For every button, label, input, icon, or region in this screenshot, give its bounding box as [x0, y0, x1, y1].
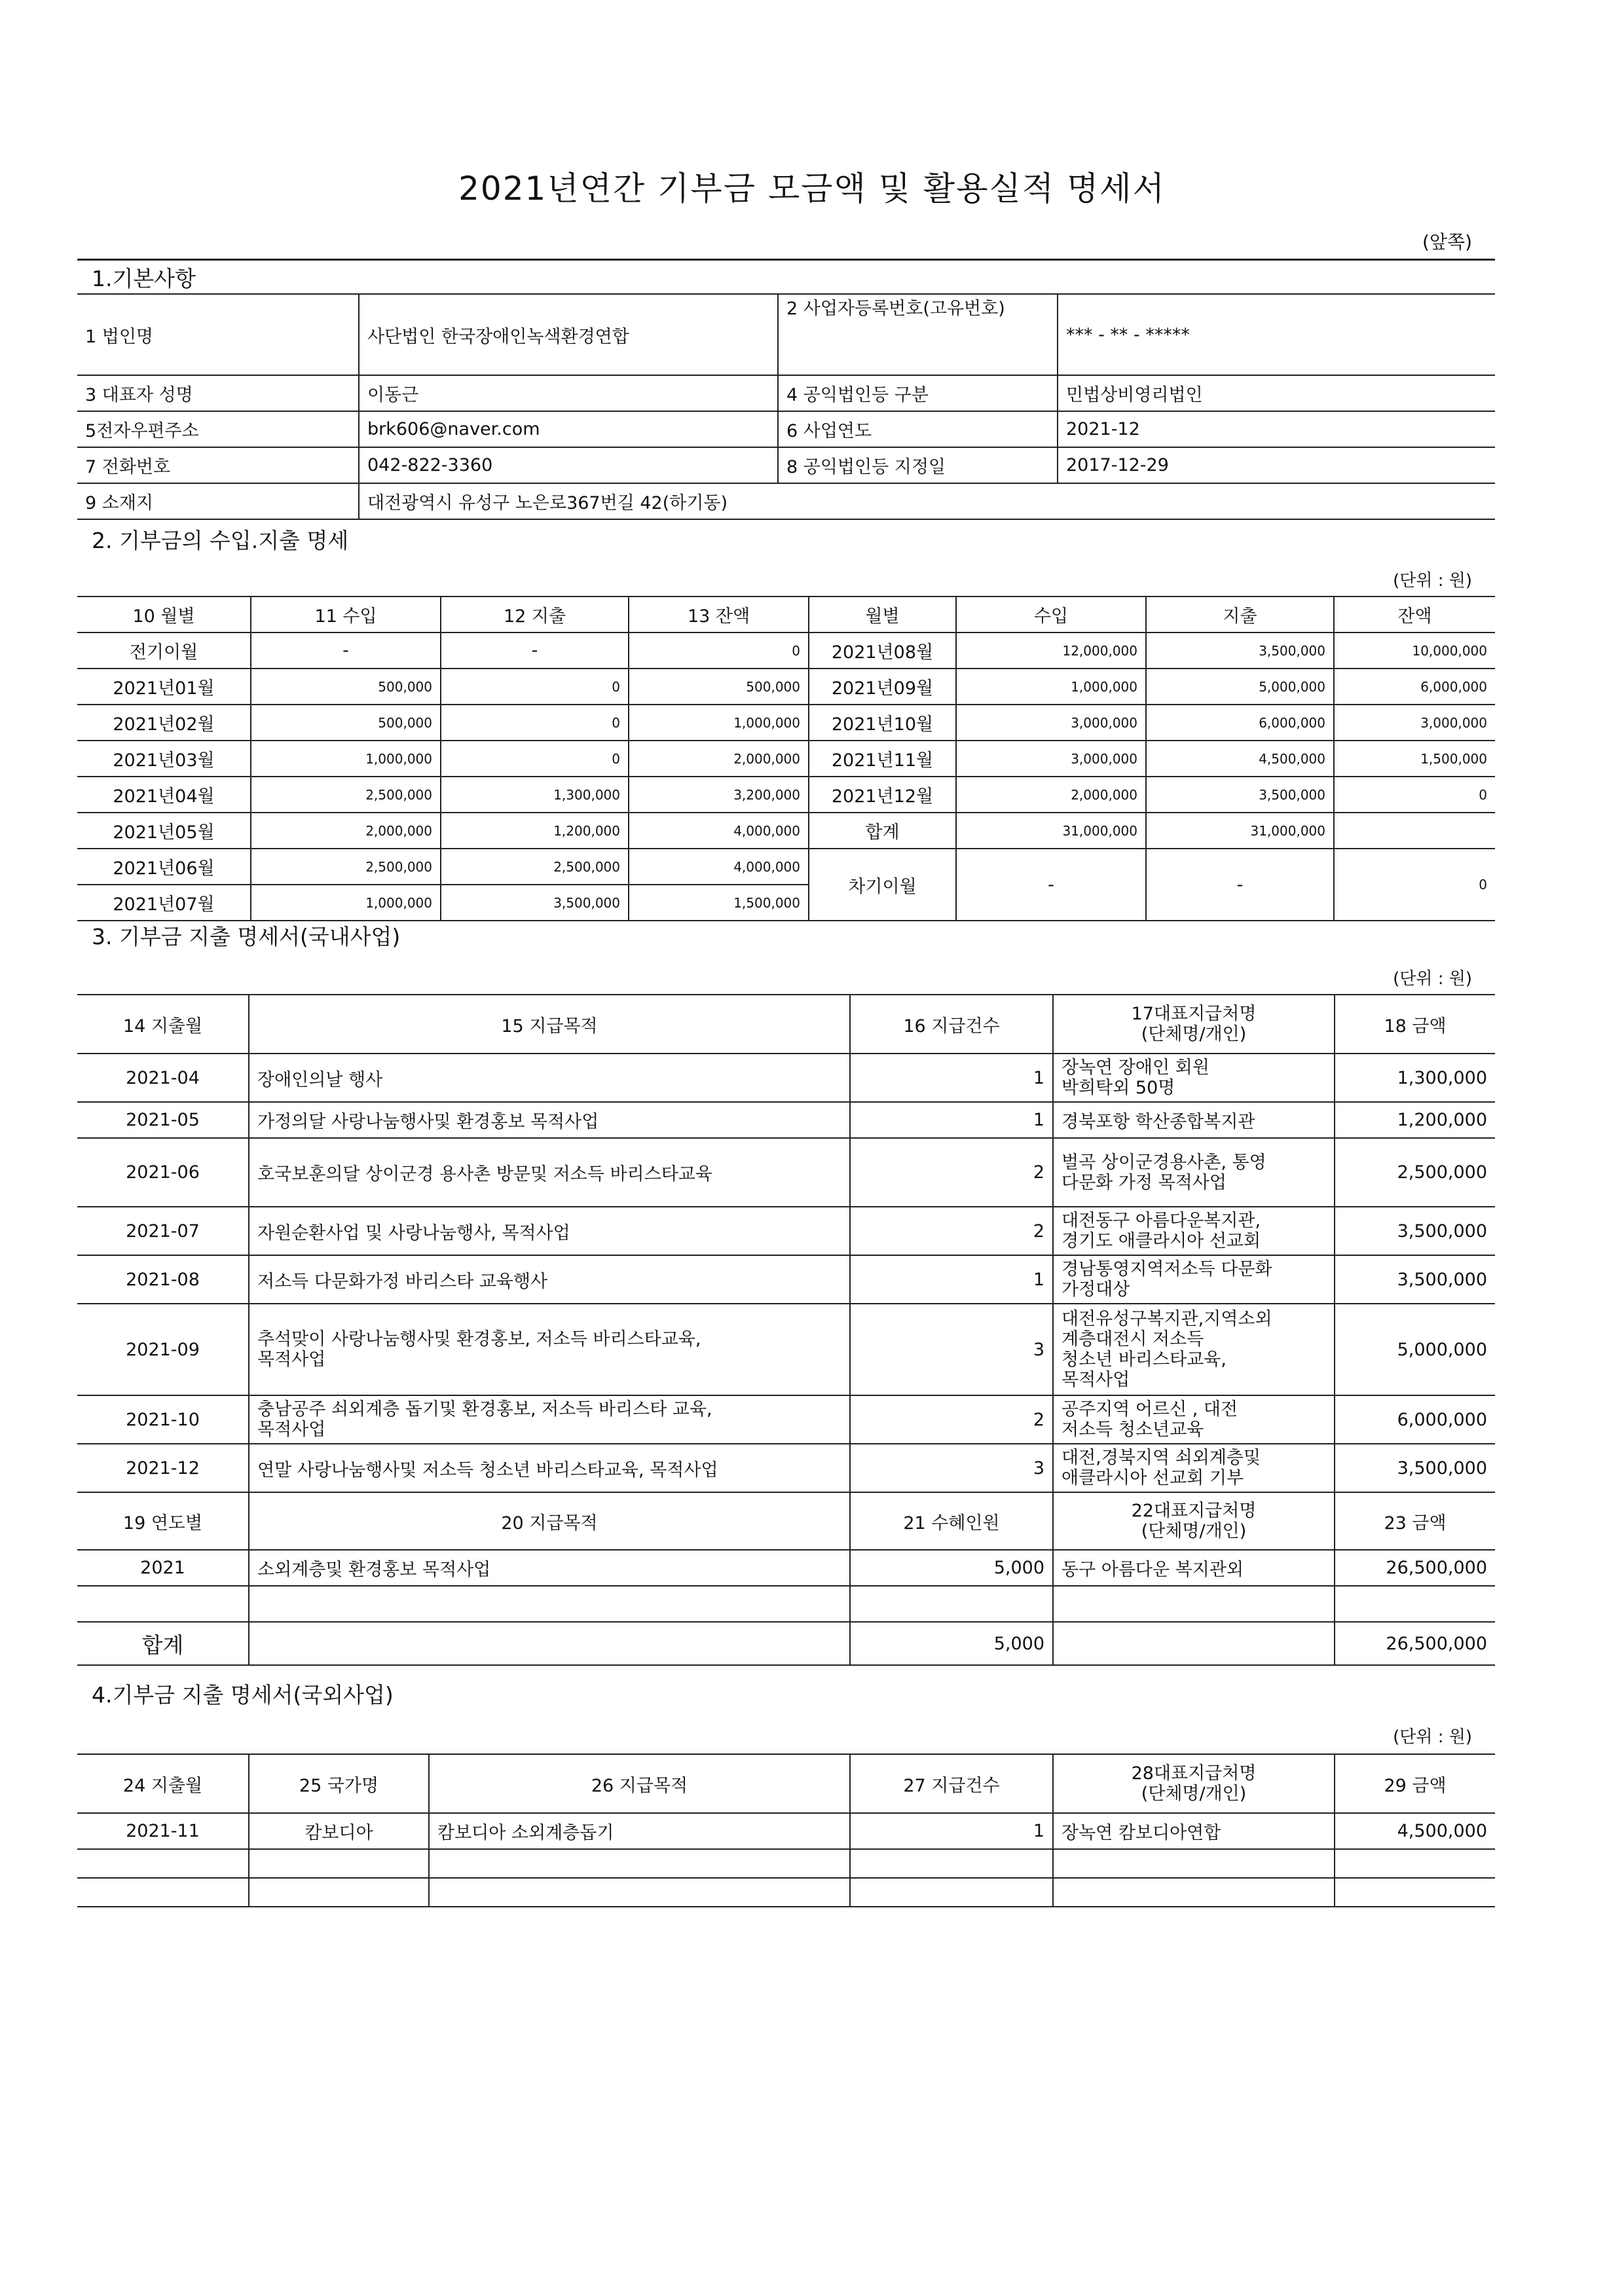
- purpose-cell: 자원순환사업 및 사랑나눔행사, 목적사업: [249, 1207, 850, 1255]
- foreign-expense-table: [77, 1753, 1495, 1907]
- table-row: [77, 1586, 1495, 1622]
- table-row: [77, 375, 1495, 411]
- recipient-cell: [1053, 1586, 1335, 1622]
- column-header: 28대표지급처명 (단체명/개인): [1053, 1754, 1335, 1813]
- column-header: 25 국가명: [249, 1754, 429, 1813]
- table-row: [77, 1054, 1495, 1102]
- value-address: 대전광역시 유성구 노은로367번길 42(하기동): [359, 483, 1495, 519]
- count-cell: 2: [850, 1138, 1053, 1207]
- count-cell: 1: [850, 1054, 1053, 1102]
- income-cell: 2,000,000: [956, 777, 1146, 813]
- count-cell: 3: [850, 1304, 1053, 1395]
- expense-cell: 6,000,000: [1146, 705, 1334, 741]
- document-title: 2021년연간 기부금 모금액 및 활용실적 명세서: [458, 170, 1166, 208]
- carryover-expense-cell: -: [1146, 849, 1334, 921]
- purpose-cell: [429, 1878, 850, 1907]
- country-cell: 캄보디아: [249, 1813, 429, 1849]
- month-cell: 2021년12월: [809, 777, 956, 813]
- unit-label: (단위 : 원): [1393, 1727, 1472, 1747]
- recipient-cell: 대전유성구복지관,지역소외 계층대전시 저소득 청소년 바리스타교육, 목적사업: [1053, 1304, 1335, 1395]
- amount-cell: 6,000,000: [1335, 1395, 1495, 1444]
- year-cell: 2021: [77, 1550, 249, 1586]
- month-cell: [77, 1849, 249, 1878]
- section-income-heading: 2. 기부금의 수입.지출 명세: [92, 528, 349, 553]
- month-cell: 2021-06: [77, 1138, 249, 1207]
- column-header: 23 금액: [1335, 1492, 1495, 1550]
- column-header: 19 연도별: [77, 1492, 249, 1550]
- income-cell: 2,500,000: [251, 777, 441, 813]
- balance-cell: 3,200,000: [629, 777, 809, 813]
- table-row: [77, 813, 1495, 849]
- balance-cell: 0: [1334, 777, 1495, 813]
- table-row: [77, 777, 1495, 813]
- table-row: [77, 1207, 1495, 1255]
- recipient-cell: 동구 아름다운 복지관외: [1053, 1550, 1335, 1586]
- income-cell: 500,000: [251, 705, 441, 741]
- table-row: [77, 1878, 1495, 1907]
- table-row: [77, 1444, 1495, 1492]
- recipient-cell: [1053, 1622, 1335, 1665]
- label-phone: 7 전화번호: [77, 447, 359, 483]
- recipient-cell: 벌곡 상이군경용사촌, 통영 다문화 가정 목적사업: [1053, 1138, 1335, 1207]
- table-row: [77, 849, 1495, 885]
- value-business-year: 2021-12: [1058, 411, 1495, 447]
- table-row: [77, 1255, 1495, 1304]
- table-row: [77, 1813, 1495, 1849]
- recipient-cell: 대전동구 아름다운복지관, 경기도 애클라시아 선교회: [1053, 1207, 1335, 1255]
- column-header: 월별: [809, 597, 956, 633]
- purpose-cell: 연말 사랑나눔행사및 저소득 청소년 바리스타교육, 목적사업: [249, 1444, 850, 1492]
- expense-cell: 3,500,000: [1146, 633, 1334, 669]
- expense-cell: 0: [441, 741, 629, 777]
- carryover-income-cell: -: [956, 849, 1146, 921]
- expense-cell: -: [441, 633, 629, 669]
- income-cell: 2,500,000: [251, 849, 441, 885]
- total-label-cell: 합계: [809, 813, 956, 849]
- balance-cell: 1,000,000: [629, 705, 809, 741]
- balance-total-cell: [1334, 813, 1495, 849]
- front-page-note: (앞쪽): [1422, 231, 1472, 253]
- month-cell: 2021년01월: [77, 669, 251, 705]
- column-header: 18 금액: [1335, 995, 1495, 1054]
- purpose-cell: 추석맞이 사랑나눔행사및 환경홍보, 저소득 바리스타교육, 목적사업: [249, 1304, 850, 1395]
- month-cell: 2021년06월: [77, 849, 251, 885]
- month-cell: 2021-05: [77, 1102, 249, 1138]
- carryover-balance-cell: 0: [1334, 849, 1495, 921]
- expense-cell: 0: [441, 669, 629, 705]
- purpose-cell: [249, 1622, 850, 1665]
- label-business-number: 2 사업자등록번호(고유번호): [778, 294, 1058, 375]
- total-row: [77, 1622, 1495, 1665]
- amount-cell: 4,500,000: [1335, 1813, 1495, 1849]
- balance-cell: 1,500,000: [1334, 741, 1495, 777]
- balance-cell: 6,000,000: [1334, 669, 1495, 705]
- column-header: 10 월별: [77, 597, 251, 633]
- value-business-number: *** - ** - *****: [1058, 294, 1495, 375]
- section-divider: [77, 259, 1495, 261]
- table-row: [77, 447, 1495, 483]
- column-header: 21 수혜인원: [850, 1492, 1053, 1550]
- column-header: 잔액: [1334, 597, 1495, 633]
- recipient-cell: [1053, 1849, 1335, 1878]
- beneficiaries-cell: [850, 1586, 1053, 1622]
- expense-cell: 3,500,000: [1146, 777, 1334, 813]
- value-designation-date: 2017-12-29: [1058, 447, 1495, 483]
- value-phone: 042-822-3360: [359, 447, 778, 483]
- beneficiaries-cell: 5,000: [850, 1550, 1053, 1586]
- month-cell: [77, 1878, 249, 1907]
- count-cell: 1: [850, 1102, 1053, 1138]
- income-cell: 12,000,000: [956, 633, 1146, 669]
- table-row: [77, 1138, 1495, 1207]
- count-cell: 1: [850, 1813, 1053, 1849]
- label-business-year: 6 사업연도: [778, 411, 1058, 447]
- column-header: 20 지급목적: [249, 1492, 850, 1550]
- balance-cell: 500,000: [629, 669, 809, 705]
- count-cell: [850, 1878, 1053, 1907]
- table-row: [77, 294, 1495, 375]
- purpose-cell: 저소득 다문화가정 바리스타 교육행사: [249, 1255, 850, 1304]
- country-cell: [249, 1849, 429, 1878]
- recipient-cell: 장녹연 장애인 회원 박희탁외 50명: [1053, 1054, 1335, 1102]
- month-cell: 전기이월: [77, 633, 251, 669]
- column-header: 17대표지급처명 (단체명/개인): [1053, 995, 1335, 1054]
- column-header: 13 잔액: [629, 597, 809, 633]
- recipient-cell: 경북포항 학산종합복지관: [1053, 1102, 1335, 1138]
- table-row: [77, 1395, 1495, 1444]
- month-cell: 2021-12: [77, 1444, 249, 1492]
- beneficiaries-total-cell: 5,000: [850, 1622, 1053, 1665]
- month-cell: 2021년08월: [809, 633, 956, 669]
- table-header-row: [77, 1492, 1495, 1550]
- income-cell: 500,000: [251, 669, 441, 705]
- purpose-cell: [429, 1849, 850, 1878]
- month-cell: 2021년07월: [77, 885, 251, 921]
- expense-cell: 3,500,000: [441, 885, 629, 921]
- amount-cell: [1335, 1586, 1495, 1622]
- total-label-cell: 합계: [77, 1622, 249, 1665]
- label-address: 9 소재지: [77, 483, 359, 519]
- expense-total-cell: 31,000,000: [1146, 813, 1334, 849]
- label-email: 5전자우편주소: [77, 411, 359, 447]
- amount-cell: 1,300,000: [1335, 1054, 1495, 1102]
- label-designation-date: 8 공익법인등 지정일: [778, 447, 1058, 483]
- table-row: [77, 1102, 1495, 1138]
- value-representative: 이동근: [359, 375, 778, 411]
- balance-cell: 3,000,000: [1334, 705, 1495, 741]
- count-cell: 3: [850, 1444, 1053, 1492]
- table-row: [77, 483, 1495, 519]
- recipient-cell: 장녹연 캄보디아연합: [1053, 1813, 1335, 1849]
- amount-cell: 3,500,000: [1335, 1444, 1495, 1492]
- basic-info-table: [77, 293, 1495, 520]
- amount-cell: 26,500,000: [1335, 1550, 1495, 1586]
- purpose-cell: [249, 1586, 850, 1622]
- recipient-cell: 공주지역 어르신 , 대전 저소득 청소년교육: [1053, 1395, 1335, 1444]
- table-row: [77, 1304, 1495, 1395]
- balance-cell: 0: [629, 633, 809, 669]
- balance-cell: 10,000,000: [1334, 633, 1495, 669]
- balance-cell: 1,500,000: [629, 885, 809, 921]
- carryover-label-cell: 차기이월: [809, 849, 956, 921]
- expense-cell: 4,500,000: [1146, 741, 1334, 777]
- unit-label: (단위 : 원): [1393, 969, 1472, 989]
- income-cell: 3,000,000: [956, 705, 1146, 741]
- section-basic-heading: 1.기본사항: [92, 266, 196, 291]
- month-cell: 2021-08: [77, 1255, 249, 1304]
- column-header: 27 지급건수: [850, 1754, 1053, 1813]
- table-row: [77, 1550, 1495, 1586]
- count-cell: 2: [850, 1395, 1053, 1444]
- expense-cell: 2,500,000: [441, 849, 629, 885]
- month-cell: 2021년04월: [77, 777, 251, 813]
- table-row: [77, 1849, 1495, 1878]
- amount-total-cell: 26,500,000: [1335, 1622, 1495, 1665]
- income-cell: 1,000,000: [251, 741, 441, 777]
- column-header: 22대표지급처명 (단체명/개인): [1053, 1492, 1335, 1550]
- month-cell: 2021년05월: [77, 813, 251, 849]
- column-header: 26 지급목적: [429, 1754, 850, 1813]
- section-domestic-heading: 3. 기부금 지출 명세서(국내사업): [92, 924, 401, 949]
- purpose-cell: 캄보디아 소외계층돕기: [429, 1813, 850, 1849]
- table-row: [77, 633, 1495, 669]
- unit-label: (단위 : 원): [1393, 571, 1472, 591]
- month-cell: 2021년03월: [77, 741, 251, 777]
- column-header: 29 금액: [1335, 1754, 1495, 1813]
- value-corp-type: 민법상비영리법인: [1058, 375, 1495, 411]
- income-cell: 2,000,000: [251, 813, 441, 849]
- column-header: 16 지급건수: [850, 995, 1053, 1054]
- table-row: [77, 741, 1495, 777]
- month-cell: 2021년11월: [809, 741, 956, 777]
- balance-cell: 4,000,000: [629, 849, 809, 885]
- amount-cell: 3,500,000: [1335, 1255, 1495, 1304]
- table-header-row: [77, 597, 1495, 633]
- month-cell: 2021-09: [77, 1304, 249, 1395]
- purpose-cell: 가정의달 사랑나눔행사및 환경홍보 목적사업: [249, 1102, 850, 1138]
- month-cell: 2021-04: [77, 1054, 249, 1102]
- expense-cell: 1,300,000: [441, 777, 629, 813]
- amount-cell: [1335, 1849, 1495, 1878]
- count-cell: [850, 1849, 1053, 1878]
- purpose-cell: 소외계층및 환경홍보 목적사업: [249, 1550, 850, 1586]
- recipient-cell: [1053, 1878, 1335, 1907]
- table-row: [77, 705, 1495, 741]
- column-header: 수입: [956, 597, 1146, 633]
- income-cell: 1,000,000: [956, 669, 1146, 705]
- income-cell: -: [251, 633, 441, 669]
- domestic-expense-table: [77, 994, 1495, 1666]
- month-cell: 2021년10월: [809, 705, 956, 741]
- month-cell: 2021-11: [77, 1813, 249, 1849]
- value-email: brk606@naver.com: [359, 411, 778, 447]
- balance-cell: 2,000,000: [629, 741, 809, 777]
- column-header: 지출: [1146, 597, 1334, 633]
- amount-cell: 1,200,000: [1335, 1102, 1495, 1138]
- purpose-cell: 충남공주 쇠외계층 돕기및 환경홍보, 저소득 바리스타 교육, 목적사업: [249, 1395, 850, 1444]
- month-cell: 2021-10: [77, 1395, 249, 1444]
- month-cell: 2021년09월: [809, 669, 956, 705]
- month-cell: 2021년02월: [77, 705, 251, 741]
- year-cell: [77, 1586, 249, 1622]
- country-cell: [249, 1878, 429, 1907]
- label-representative: 3 대표자 성명: [77, 375, 359, 411]
- recipient-cell: 경남통영지역저소득 다문화 가정대상: [1053, 1255, 1335, 1304]
- amount-cell: 5,000,000: [1335, 1304, 1495, 1395]
- table-row: [77, 669, 1495, 705]
- table-header-row: [77, 1754, 1495, 1813]
- column-header: 12 지출: [441, 597, 629, 633]
- column-header: 15 지급목적: [249, 995, 850, 1054]
- section-foreign-heading: 4.기부금 지출 명세서(국외사업): [92, 1682, 394, 1708]
- amount-cell: 3,500,000: [1335, 1207, 1495, 1255]
- month-cell: 2021-07: [77, 1207, 249, 1255]
- table-header-row: [77, 995, 1495, 1054]
- label-corp-type: 4 공익법인등 구분: [778, 375, 1058, 411]
- recipient-cell: 대전,경북지역 쇠외계층및 애클라시아 선교회 기부: [1053, 1444, 1335, 1492]
- income-total-cell: 31,000,000: [956, 813, 1146, 849]
- amount-cell: [1335, 1878, 1495, 1907]
- column-header: 11 수입: [251, 597, 441, 633]
- income-cell: 3,000,000: [956, 741, 1146, 777]
- purpose-cell: 장애인의날 행사: [249, 1054, 850, 1102]
- column-header: 24 지출월: [77, 1754, 249, 1813]
- purpose-cell: 호국보훈의달 상이군경 용사촌 방문및 저소득 바리스타교육: [249, 1138, 850, 1207]
- expense-cell: 5,000,000: [1146, 669, 1334, 705]
- count-cell: 1: [850, 1255, 1053, 1304]
- label-corp-name: 1 법인명: [77, 294, 359, 375]
- table-row: [77, 411, 1495, 447]
- expense-cell: 0: [441, 705, 629, 741]
- income-cell: 1,000,000: [251, 885, 441, 921]
- income-expense-table: [77, 596, 1495, 921]
- amount-cell: 2,500,000: [1335, 1138, 1495, 1207]
- count-cell: 2: [850, 1207, 1053, 1255]
- expense-cell: 1,200,000: [441, 813, 629, 849]
- balance-cell: 4,000,000: [629, 813, 809, 849]
- column-header: 14 지출월: [77, 995, 249, 1054]
- value-corp-name: 사단법인 한국장애인녹색환경연합: [359, 294, 778, 375]
